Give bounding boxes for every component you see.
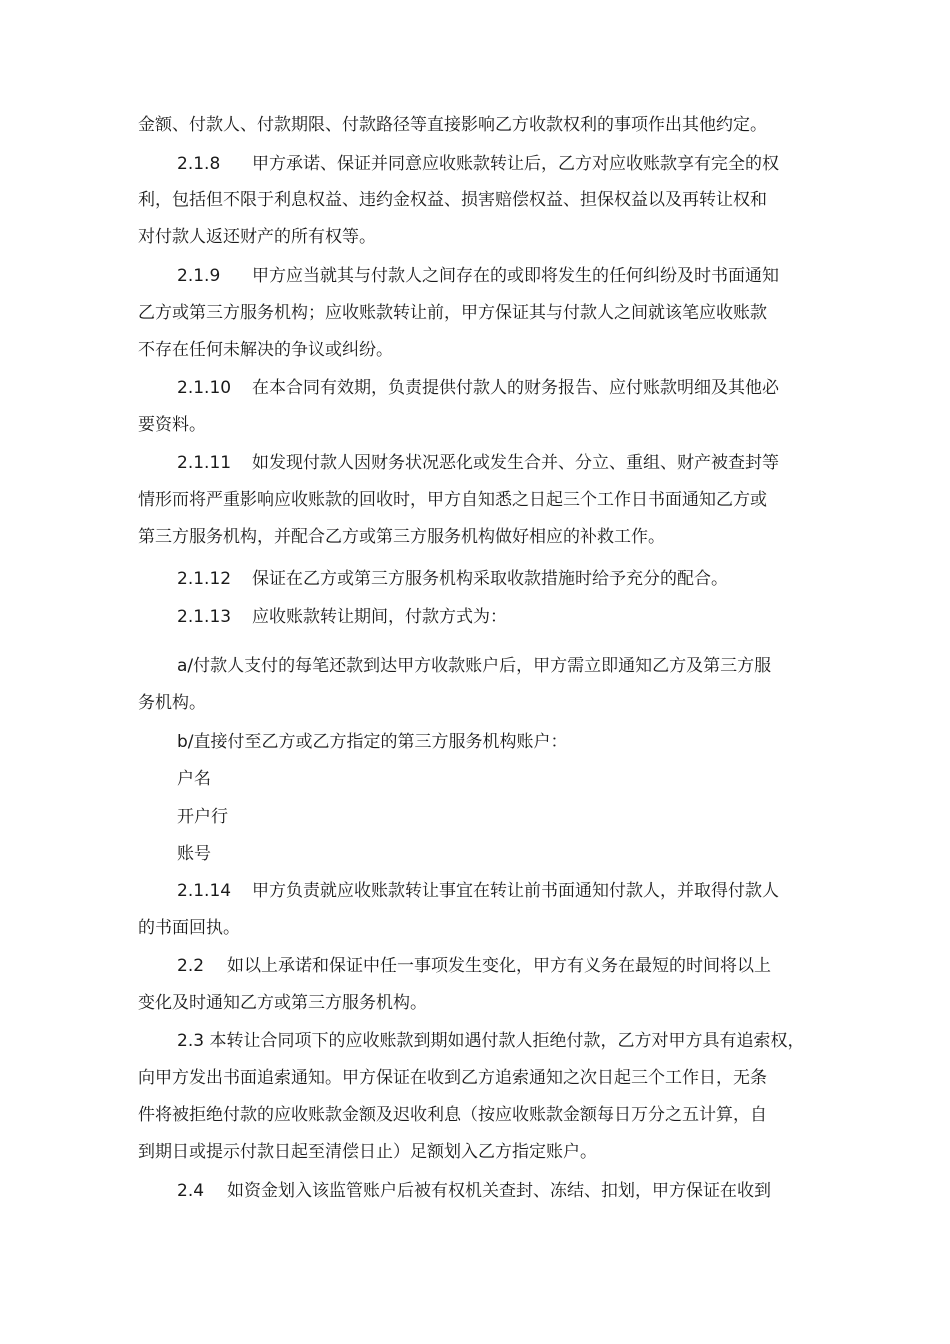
account-number-label: 账号: [177, 844, 211, 864]
clause-2-1-14: 2.1.14 甲方负责就应收账款转让事宜在转让前书面通知付款人，并取得付款人: [177, 881, 779, 901]
clause-2-1-13: 2.1.13 应收账款转让期间，付款方式为：: [177, 607, 507, 627]
clause-number: 2.4: [177, 1181, 205, 1201]
text-line: 件将被拒绝付款的应收账款金额及迟收利息（按应收账款金额每日万分之五计算，自: [138, 1105, 767, 1125]
clause-2-1-12: 2.1.12 保证在乙方或第三方服务机构采取收款措施时给予充分的配合。: [177, 569, 728, 589]
clause-2-1-11: 2.1.11 如发现付款人因财务状况恶化或发生合并、分立、重组、财产被查封等: [177, 453, 779, 473]
text-line: 向甲方发出书面追索通知。甲方保证在收到乙方追索通知之次日起三个工作日，无条: [138, 1068, 767, 1088]
text-line: 金额、付款人、付款期限、付款路径等直接影响乙方收款权利的事项作出其他约定。: [138, 115, 767, 135]
text-line: 乙方或第三方服务机构；应收账款转让前，甲方保证其与付款人之间就该笔应收账款: [138, 303, 767, 323]
text-line: 务机构。: [138, 693, 206, 713]
text-line: 对付款人返还财产的所有权等。: [138, 227, 376, 247]
text-line: 利，包括但不限于利息权益、违约金权益、损害赔偿权益、担保权益以及再转让权和: [138, 190, 767, 210]
clause-number: 2.2: [177, 956, 205, 976]
account-name-label: 户名: [177, 769, 211, 789]
clause-number: 2.1.8: [177, 154, 221, 174]
clause-2-1-9: 2.1.9 甲方应当就其与付款人之间存在的或即将发生的任何纠纷及时书面通知: [177, 266, 779, 286]
text-line: 的书面回执。: [138, 918, 240, 938]
clause-2-1-10: 2.1.10 在本合同有效期，负责提供付款人的财务报告、应付账款明细及其他必: [177, 378, 779, 398]
bank-label: 开户行: [177, 807, 228, 827]
text-line: 不存在任何未解决的争议或纠纷。: [138, 340, 393, 360]
text-line: 第三方服务机构，并配合乙方或第三方服务机构做好相应的补救工作。: [138, 527, 665, 547]
clause-2-2: 2.2 如以上承诺和保证中任一事项发生变化，甲方有义务在最短的时间将以上: [177, 956, 771, 976]
text-line: 情形而将严重影响应收账款的回收时，甲方自知悉之日起三个工作日书面通知乙方或: [138, 490, 767, 510]
clause-number: 2.1.9: [177, 266, 221, 286]
clause-2-4: 2.4 如资金划入该监管账户后被有权机关查封、冻结、扣划，甲方保证在收到: [177, 1181, 771, 1201]
clause-number: 2.1.14: [177, 881, 232, 901]
text-line: a/付款人支付的每笔还款到达甲方收款账户后，甲方需立即通知乙方及第三方服: [177, 656, 772, 676]
clause-number: 2.1.13: [177, 607, 232, 627]
text-line: 要资料。: [138, 415, 206, 435]
clause-number: 2.1.12: [177, 569, 232, 589]
clause-number: 2.1.10: [177, 378, 232, 398]
clause-2-1-8: 2.1.8 甲方承诺、保证并同意应收账款转让后，乙方对应收账款享有完全的权: [177, 154, 779, 174]
clause-2-3: 2.3 本转让合同项下的应收账款到期如遇付款人拒绝付款，乙方对甲方具有追索权，: [177, 1031, 805, 1051]
text-line: 到期日或提示付款日起至清偿日止）足额划入乙方指定账户。: [138, 1142, 597, 1162]
clause-number: 2.1.11: [177, 453, 232, 473]
text-line: 变化及时通知乙方或第三方服务机构。: [138, 993, 427, 1013]
text-line: b/直接付至乙方或乙方指定的第三方服务机构账户：: [177, 732, 568, 752]
